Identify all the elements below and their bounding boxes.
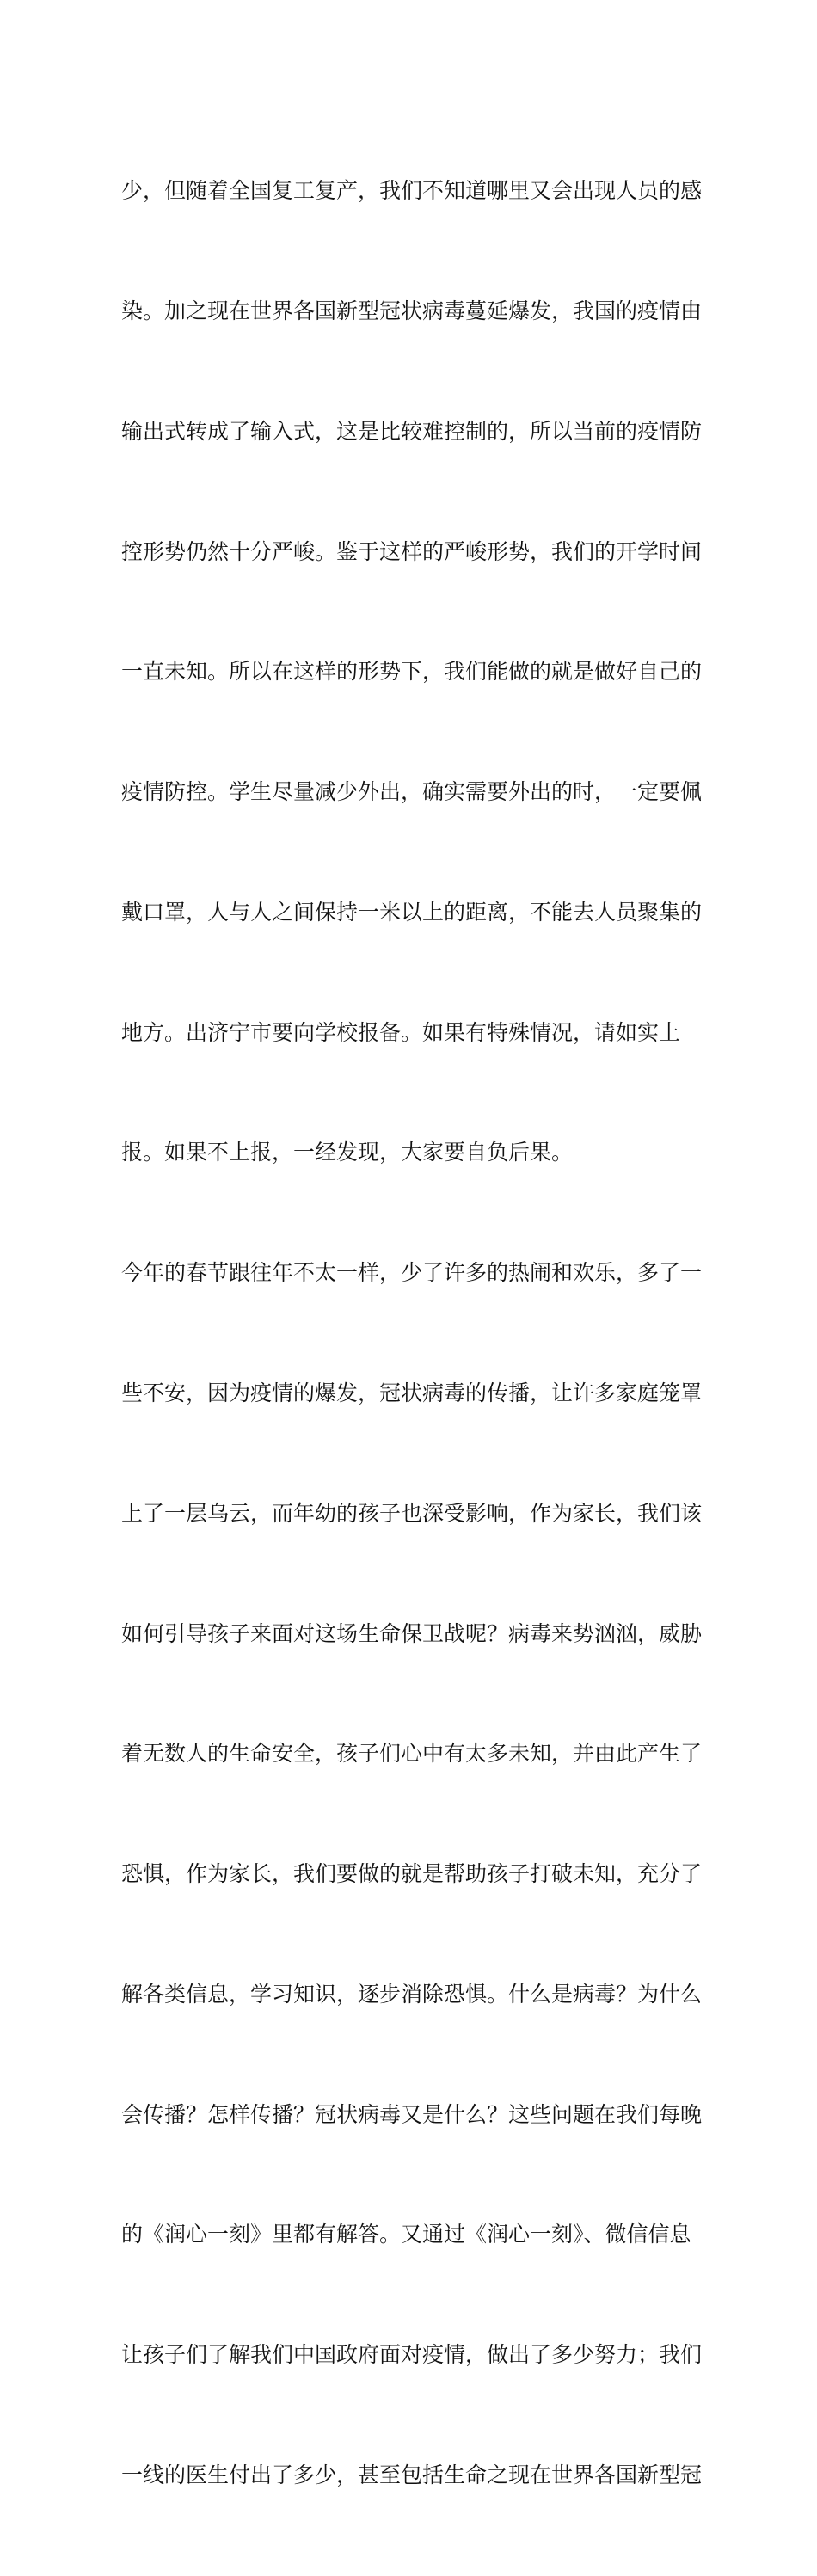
text-line: 少，但随着全国复工复产，我们不知道哪里又会出现人员的感 xyxy=(121,178,703,204)
text-line: 戴口罩，人与人之间保持一米以上的距离，不能去人员聚集的 xyxy=(121,899,703,925)
text-line: 如何引导孩子来面对这场生命保卫战呢？病毒来势汹汹，威胁 xyxy=(121,1620,703,1646)
text-line: 解各类信息，学习知识，逐步消除恐惧。什么是病毒？为什么 xyxy=(121,1981,703,2007)
text-line: 今年的春节跟往年不太一样，少了许多的热闹和欢乐，多了一 xyxy=(121,1260,703,1286)
text-line: 上了一层乌云，而年幼的孩子也深受影响，作为家长，我们该 xyxy=(121,1500,703,1526)
body-text xyxy=(121,91,706,2576)
text-line: 疫情防控。学生尽量减少外出，确实需要外出的时，一定要佩 xyxy=(121,779,703,805)
text-line: 恐惧，作为家长，我们要做的就是帮助孩子打破未知，充分了 xyxy=(121,1861,703,1887)
text-line: 地方。出济宁市要向学校报备。如果有特殊情况，请如实上 xyxy=(121,1019,681,1045)
text-line: 让孩子们了解我们中国政府面对疫情，做出了多少努力；我们 xyxy=(121,2342,703,2368)
text-line: 着无数人的生命安全，孩子们心中有太多未知，并由此产生了 xyxy=(121,1741,703,1767)
text-line: 染。加之现在世界各国新型冠状病毒蔓延爆发，我国的疫情由 xyxy=(121,298,703,323)
text-line: 控形势仍然十分严峻。鉴于这样的严峻形势，我们的开学时间 xyxy=(121,538,703,564)
text-line: 些不安，因为疫情的爆发，冠状病毒的传播，让许多家庭笼罩 xyxy=(121,1380,703,1405)
text-line: 报。如果不上报，一经发现，大家要自负后果。 xyxy=(121,1140,574,1165)
text-line: 输出式转成了输入式，这是比较难控制的，所以当前的疫情防 xyxy=(121,418,703,444)
text-line: 一直未知。所以在这样的形势下，我们能做的就是做好自己的 xyxy=(121,659,703,685)
text-line: 一线的医生付出了多少，甚至包括生命之现在世界各国新型冠 xyxy=(121,2462,703,2488)
text-line: 会传播？怎样传播？冠状病毒又是什么？这些问题在我们每晚 xyxy=(121,2101,703,2127)
text-line: 的《润心一刻》里都有解答。又通过《润心一刻》、微信信息 xyxy=(121,2222,691,2247)
